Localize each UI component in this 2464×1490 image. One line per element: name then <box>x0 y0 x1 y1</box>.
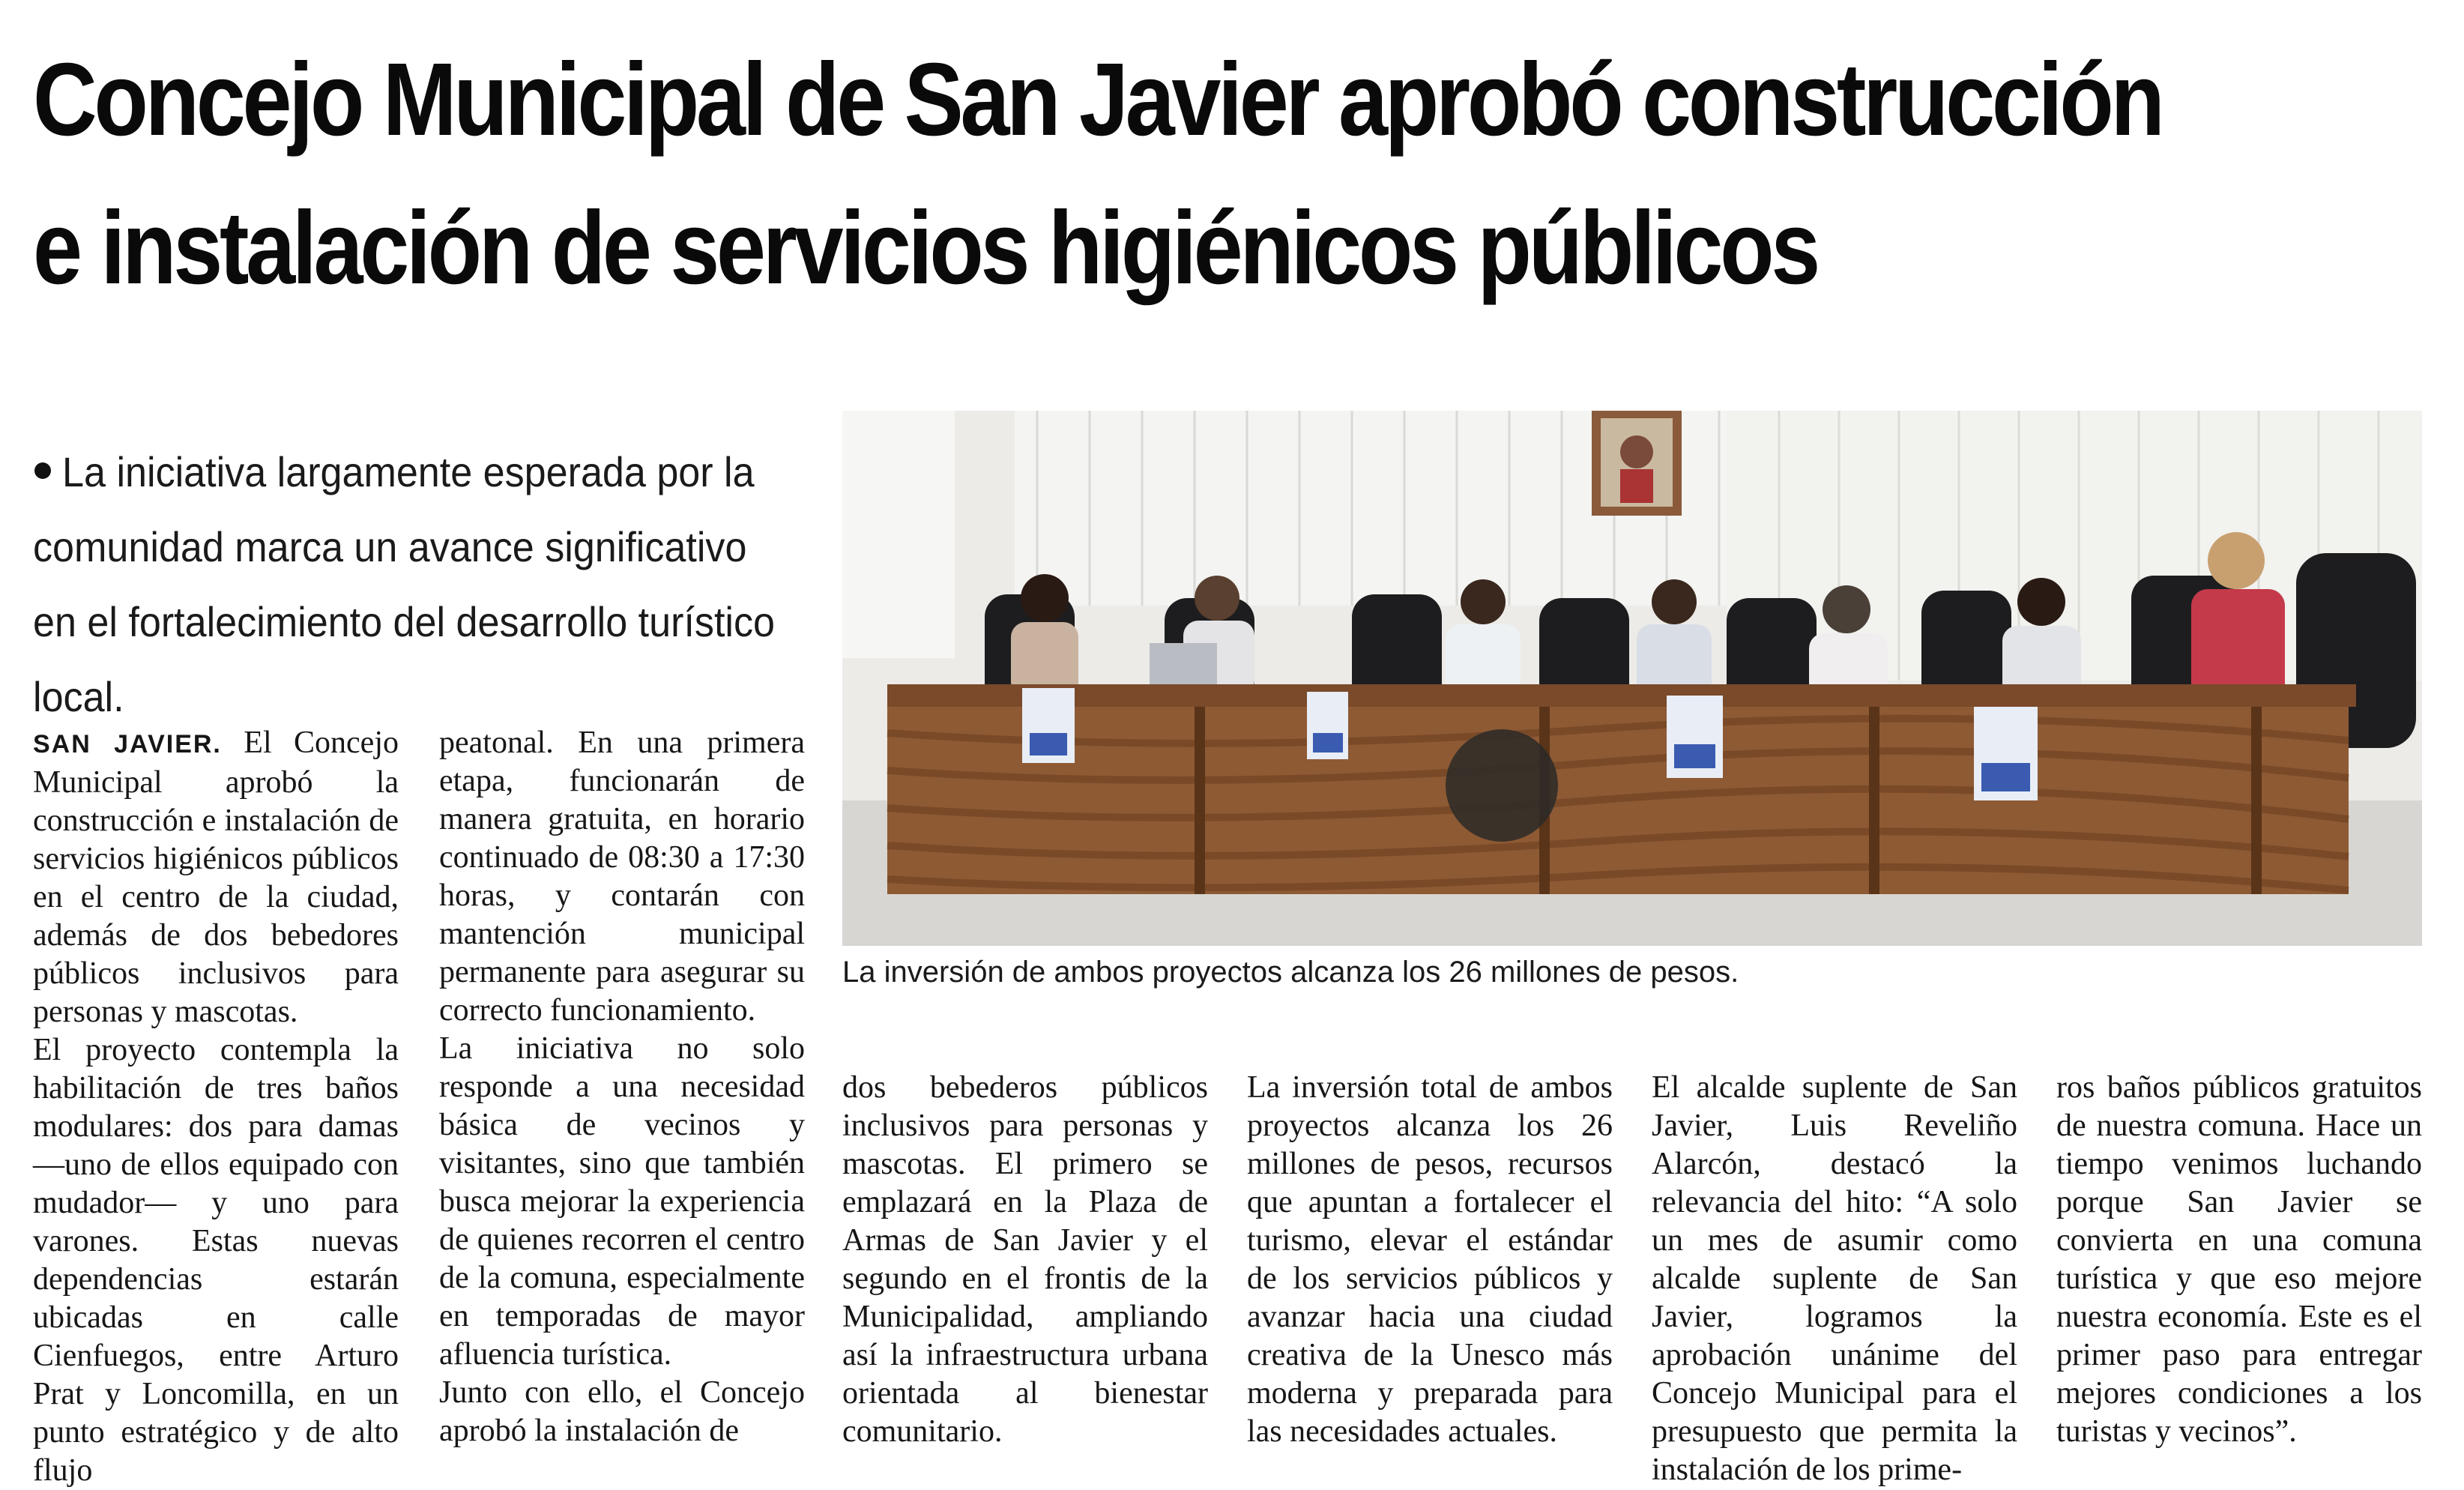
photo-caption: La inversión de ambos proyectos alcanza los 26 millones de pesos. <box>842 956 1739 989</box>
paragraph: La iniciativa no solo responde a una necesidad básica de vecinos y visitantes, sino que también busca mejorar la experiencia de quienes recorren el centro de la comuna, especialmente en temporadas de mayor afluencia turística. <box>439 1031 805 1372</box>
paragraph: La inversión total de ambos proyectos alcanza los 26 millones de pesos, recursos que apuntan a fortalecer el turismo, elevar el estándar de los servicios públicos y avanzar hacia una ciudad creativa de la Unesco más moderna y preparada para las necesidades actuales. <box>1247 1070 1613 1449</box>
dateline: SAN JAVIER. <box>33 730 222 758</box>
article-column-1 <box>33 724 399 1490</box>
paragraph: peatonal. En una primera etapa, funcionarán de manera gratuita, en horario continuado de 08:30 a 17:30 horas, y contarán con mantención municipal permanente para asegurar su correcto funcionamiento. <box>439 726 805 1028</box>
headline-line-2: e instalación de servicios higiénicos públicos <box>33 190 1818 306</box>
council-session-photo <box>842 411 2422 946</box>
photo-illustration <box>842 411 2422 946</box>
paragraph: El proyecto contempla la habilitación de tres baños modulares: dos para damas —uno de ellos equipado con mudador— y uno para varones. Estas nuevas dependencias estarán ubicadas en calle Cienfuegos, entre Arturo Prat y Loncomilla, en un punto estratégico y de alto flujo <box>33 1033 399 1488</box>
headline <box>33 25 2162 322</box>
deck-summary: La iniciativa largamente esperada por la comunidad marca un avance significativo en el fortalecimiento del desarrollo turístico local. <box>33 448 776 720</box>
paragraph: Junto con ello, el Concejo aprobó la instalación de <box>439 1375 805 1448</box>
paragraph: El alcalde suplente de San Javier, Luis Reveliño Alarcón, destacó la relevancia del hito: “A solo un mes de asumir como alcalde suplente de San Javier, logramos la aprobación unánime del Concejo Municipal para el presupuesto que permita la instalación de los prime- <box>1652 1070 2017 1487</box>
headline-line-1: Concejo Municipal de San Javier aprobó construcción <box>33 42 2162 157</box>
article-column-3 <box>842 1069 1208 1451</box>
article-column-5 <box>1652 1069 2017 1489</box>
article-column-2 <box>439 724 805 1450</box>
paragraph: dos bebederos públicos inclusivos para personas y mascotas. El primero se emplazará en la Plaza de Armas de San Javier y el segundo en el frontis de la Municipalidad, ampliando así la infraestructura urbana orientada al bienestar comunitario. <box>842 1070 1208 1449</box>
article-column-6 <box>2056 1069 2422 1451</box>
article-column-4 <box>1247 1069 1613 1451</box>
lead-text: El Concejo Municipal aprobó la construcción e instalación de servicios higiénicos públicos en el centro de la ciudad, además de dos bebedores públicos inclusivos para personas y mascotas. <box>33 726 399 1029</box>
paragraph: ros baños públicos gratuitos de nuestra comuna. Hace un tiempo venimos luchando porque San Javier se convierta en una comuna turística y que eso mejore nuestra economía. Este es el primer paso para entregar mejores condiciones a los turistas y vecinos”. <box>2056 1070 2422 1449</box>
paragraph <box>33 724 399 1031</box>
